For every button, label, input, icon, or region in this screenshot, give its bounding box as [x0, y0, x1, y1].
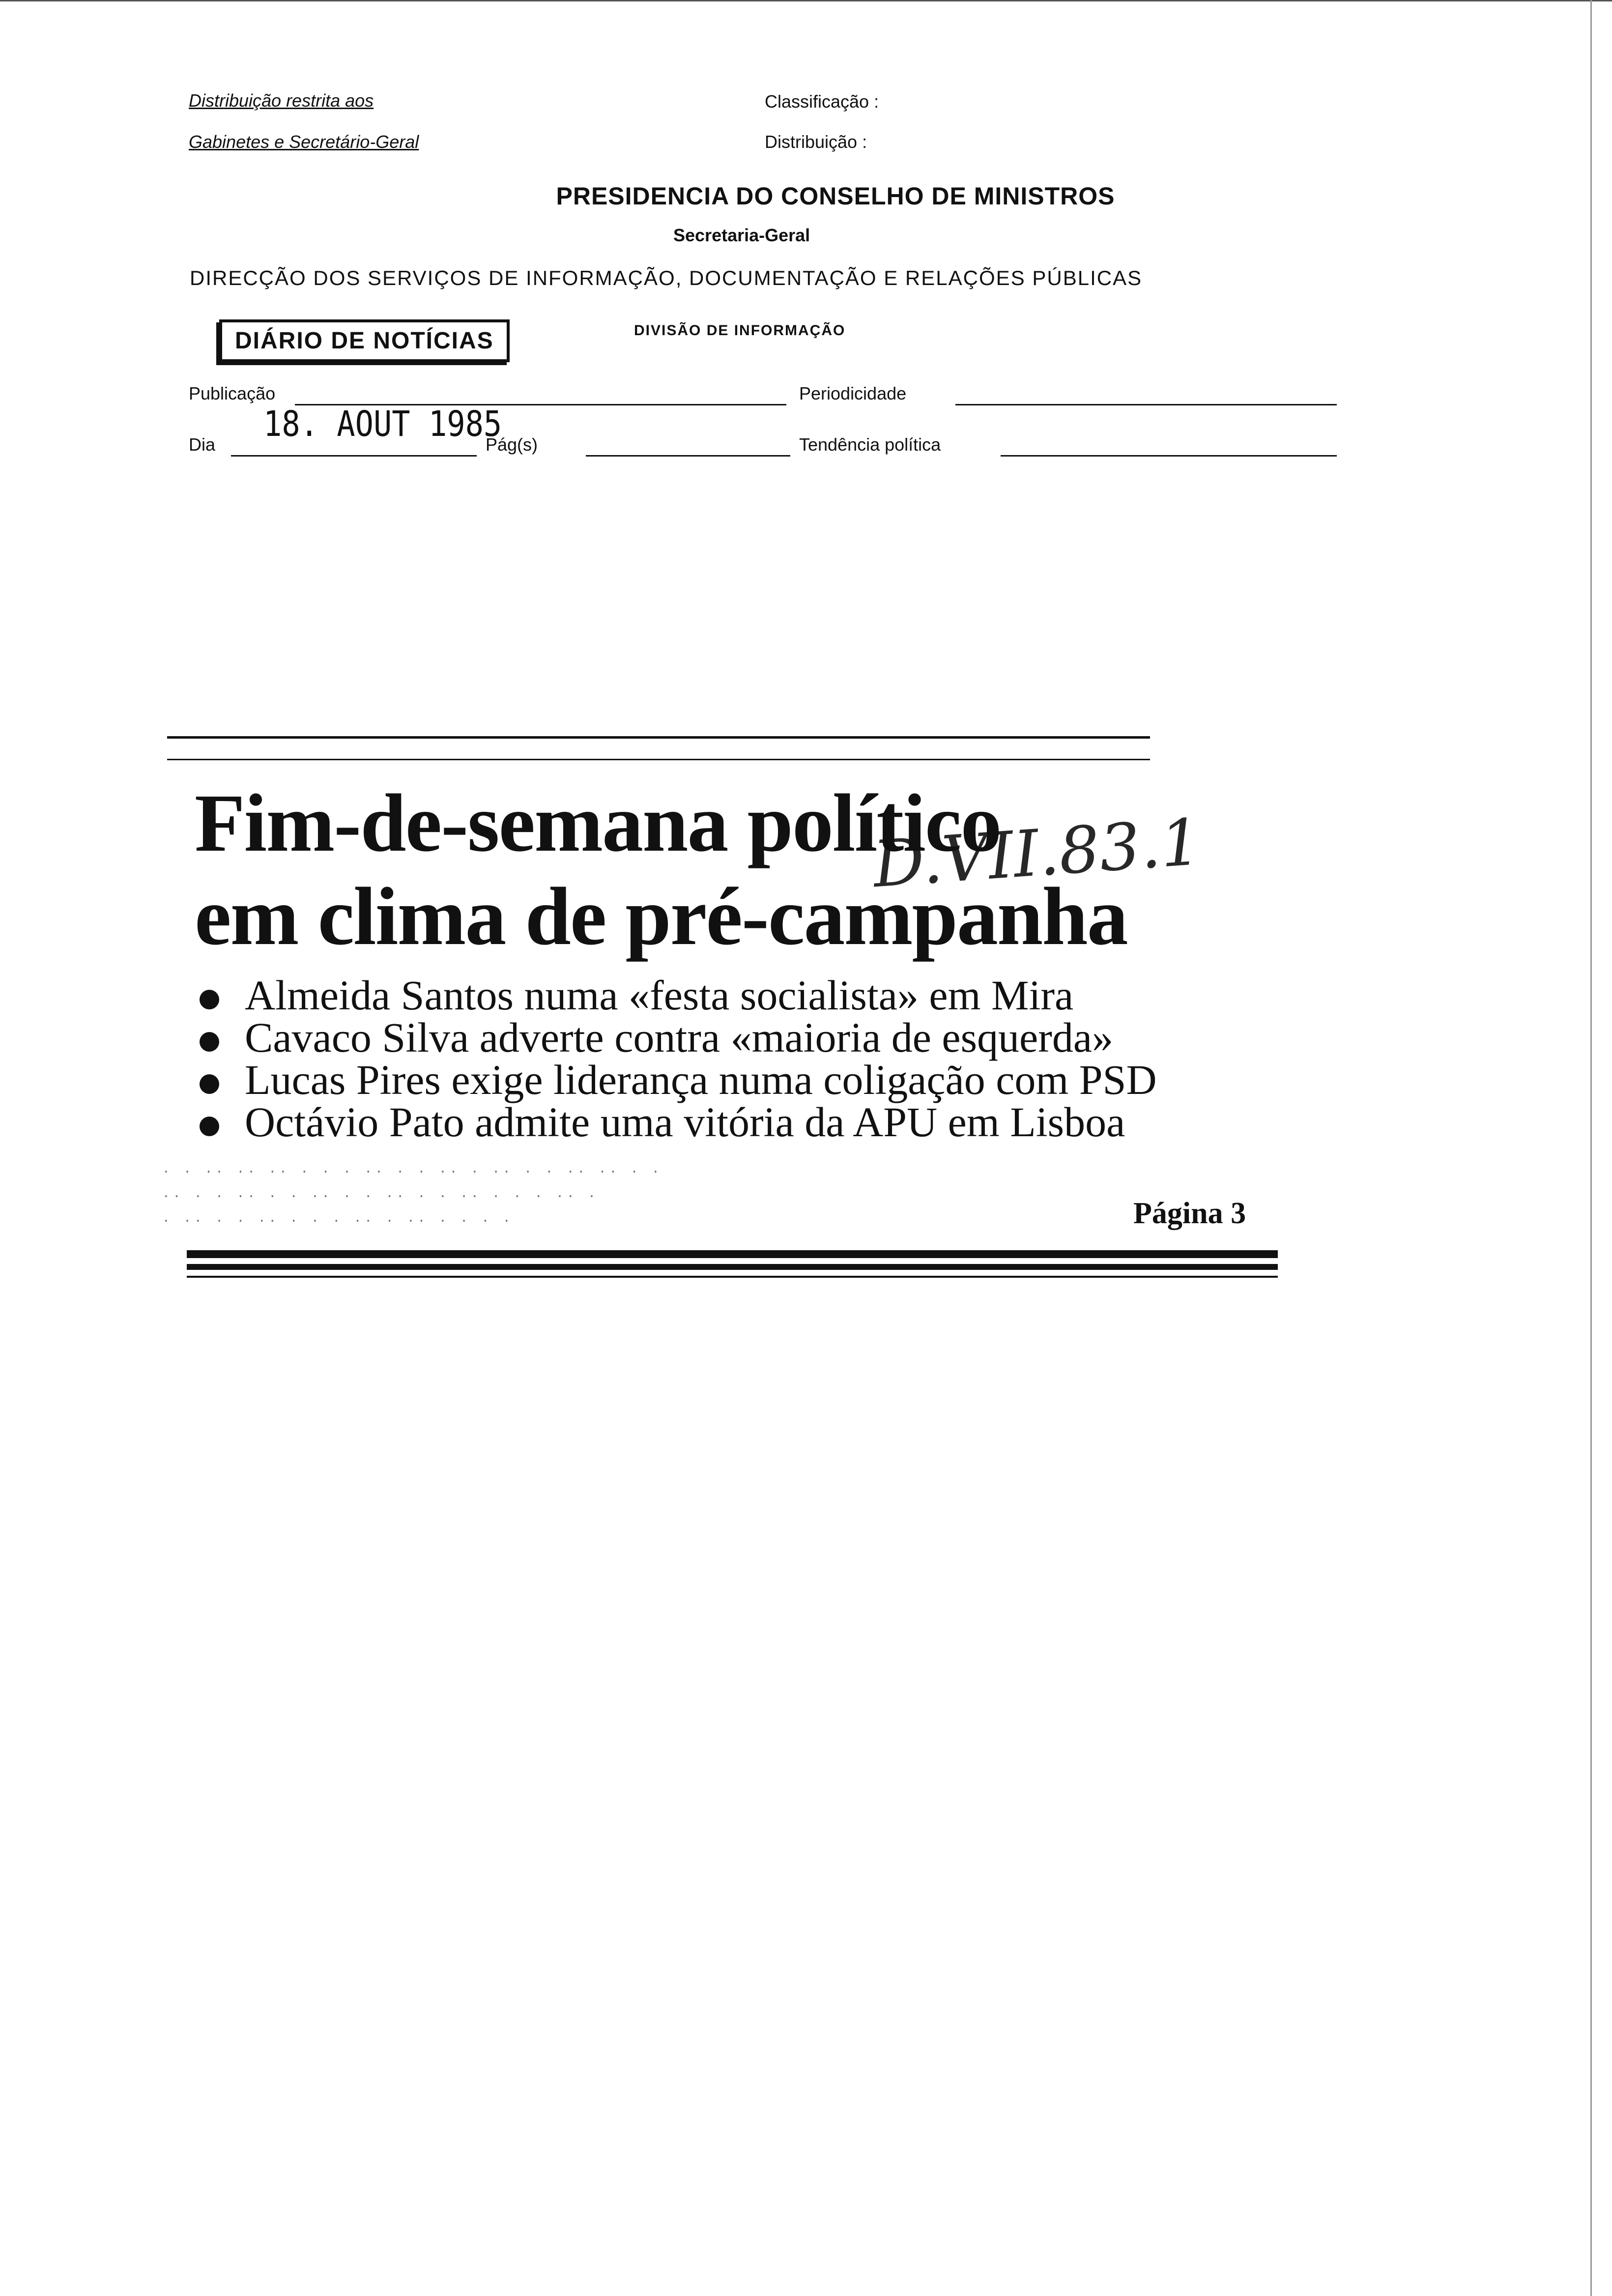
periodicity-label: Periodicidade — [799, 383, 907, 403]
page-reference: Página 3 — [1133, 1197, 1246, 1230]
pages-line — [586, 455, 790, 457]
bleed-through-noise: · ·· · · ·· · · · ·· · ·· · · · · — [162, 1214, 514, 1229]
bullet-dot-icon — [200, 1074, 219, 1094]
clipping-top-rule-thin — [167, 759, 1150, 760]
clipping-bottom-rule — [187, 1250, 1278, 1258]
day-line — [231, 455, 477, 457]
bullet-item: Cavaco Silva adverte contra «maioria de esquerda» — [200, 1016, 1113, 1059]
secretariat-subtitle: Secretaria-Geral — [673, 225, 810, 245]
political-tendency-line — [1001, 455, 1337, 457]
restricted-distribution-line2: Gabinetes e Secretário-Geral — [189, 132, 419, 152]
pages-label: Pág(s) — [486, 434, 538, 455]
division-label: DIVISÃO DE INFORMAÇÃO — [634, 322, 846, 339]
bleed-through-noise: ·· · · ·· · · ·· · · ·· · · ·· · · · ·· · — [162, 1189, 599, 1204]
political-tendency-label: Tendência política — [799, 434, 941, 455]
bullet-item: Almeida Santos numa «festa socialista» em Mira — [200, 974, 1073, 1016]
institution-title: PRESIDENCIA DO CONSELHO DE MINISTROS — [556, 182, 1115, 210]
periodicity-line — [955, 404, 1337, 405]
bullet-dot-icon — [200, 1117, 219, 1136]
distribution-label: Distribuição : — [765, 132, 867, 152]
scan-top-edge — [0, 0, 1612, 1]
restricted-distribution-line1: Distribuição restrita aos — [189, 90, 374, 111]
bullet-item: Lucas Pires exige liderança numa coligação com PSD — [200, 1059, 1157, 1101]
scan-right-edge — [1590, 0, 1592, 2296]
clipping-bottom-rule-second — [187, 1264, 1278, 1270]
day-label: Dia — [189, 434, 216, 455]
clipping-bottom-rule-thin — [187, 1276, 1278, 1278]
bullet-dot-icon — [200, 1032, 219, 1052]
headline-line2: em clima de pré-campanha — [195, 871, 1127, 962]
handwritten-archive-reference: D.VII.83.1 — [870, 804, 1204, 902]
publication-label: Publicação — [189, 383, 276, 403]
classification-label: Classificação : — [765, 91, 879, 112]
clipping-top-rule — [167, 736, 1150, 739]
newspaper-name: DIÁRIO DE NOTÍCIAS — [235, 328, 494, 354]
headline-line1: Fim-de-semana político — [195, 777, 1001, 869]
day-stamp-value: 18. AOUT 1985 — [263, 403, 502, 445]
bullet-item: Octávio Pato admite uma vitória da APU em Lisboa — [200, 1101, 1125, 1143]
bullet-dot-icon — [200, 990, 219, 1009]
newspaper-stamp — [219, 319, 510, 362]
directorate-title: DIRECÇÃO DOS SERVIÇOS DE INFORMAÇÃO, DOCUMENTAÇÃO E RELAÇÕES PÚBLICAS — [190, 266, 1143, 289]
bleed-through-noise: · · ·· ·· ·· · · · ·· · · ·· · ·· · · ·· ·· · · — [162, 1165, 662, 1179]
